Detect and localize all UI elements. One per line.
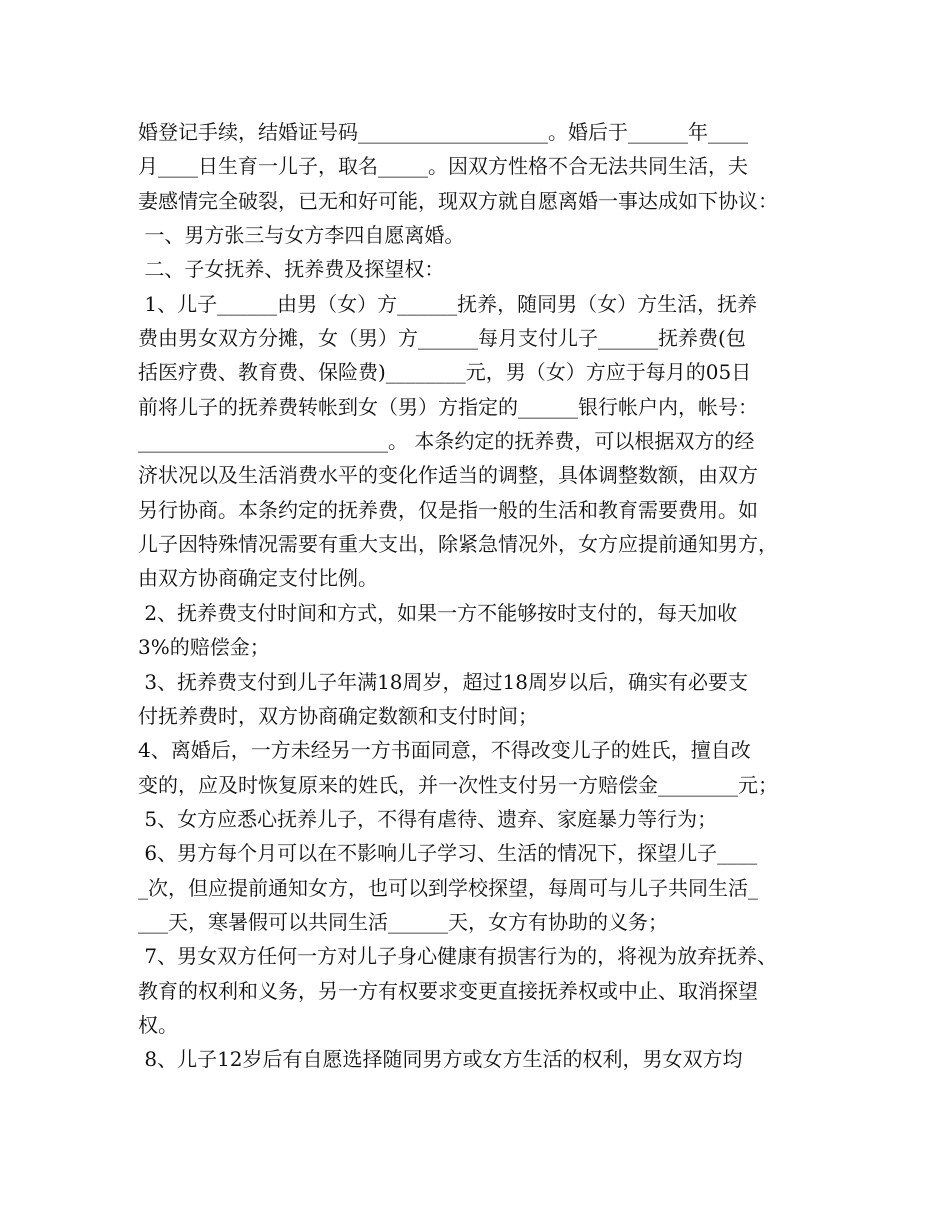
text-line: 妻感情完全破裂，已无和好可能，现双方就自愿离婚一事达成如下协议： [138,188,778,213]
text-line: 7、男女双方任何一方对儿子身心健康有损害行为的，将视为放弃抚养、 [138,944,778,969]
text-line: 月____日生育一儿子，取名_____。因双方性格不合无法共同生活，夫 [138,154,748,179]
text-line: 由双方协商确定支付比例。 [138,566,378,591]
text-line: 儿子因特殊情况需要有重大支出，除紧急情况外，女方应提前通知男方， [138,532,778,557]
text-line: 教育的权利和义务，另一方有权要求变更直接抚养权或中止、取消探望 [138,978,758,1003]
text-line: 8、儿子12岁后有自愿选择随同男方或女方生活的权利，男女双方均 [138,1047,743,1072]
text-line: 括医疗费、教育费、保险费)________元，男（女）方应于每月的05日 [138,360,752,385]
text-line: 二、子女抚养、抚养费及探望权： [138,257,445,282]
text-line: 费由男女双方分摊，女（男）方______每月支付儿子______抚养费(包 [138,326,746,351]
text-line: 另行协商。本条约定的抚养费，仅是指一般的生活和教育需要费用。如 [138,497,758,522]
text-line: 1、儿子______由男（女）方______抚养，随同男（女）方生活，抚养 [138,291,758,316]
text-line: 6、男方每个月可以在不影响儿子学习、生活的情况下，探望儿子____ [138,841,758,866]
text-line: 付抚养费时，双方协商确定数额和支付时间； [138,703,538,728]
text-line: ___天，寒暑假可以共同生活______天，女方有协助的义务； [138,909,668,934]
text-line: 前将儿子的抚养费转帐到女（男）方指定的______银行帐户内，帐号： [138,394,758,419]
text-line: 5、女方应悉心抚养儿子，不得有虐待、遗弃、家庭暴力等行为； [138,806,718,831]
text-line: _次，但应提前通知女方，也可以到学校探望，每周可与儿子共同生活_ [138,875,758,900]
text-line: 3、抚养费支付到儿子年满18周岁，超过18周岁以后，确实有必要支 [138,669,748,694]
text-line: 婚登记手续，结婚证号码___________________。婚后于______年____ [138,120,748,144]
text-line: 2、抚养费支付时间和方式，如果一方不能够按时支付的，每天加收 [138,600,738,625]
document-page [138,115,828,1077]
text-line: 3%的赔偿金； [138,635,270,660]
text-line: 一、男方张三与女方李四自愿离婚。 [138,223,465,248]
text-line: 变的，应及时恢复原来的姓氏，并一次性支付另一方赔偿金________元； [138,772,778,797]
text-line: _________________________。 本条约定的抚养费，可以根据双方的经 [138,429,755,454]
text-line: 4、离婚后，一方未经另一方书面同意，不得改变儿子的姓氏，擅自改 [138,738,751,763]
text-line: 济状况以及生活消费水平的变化作适当的调整，具体调整数额，由双方 [138,463,758,488]
text-line: 权。 [138,1012,178,1037]
